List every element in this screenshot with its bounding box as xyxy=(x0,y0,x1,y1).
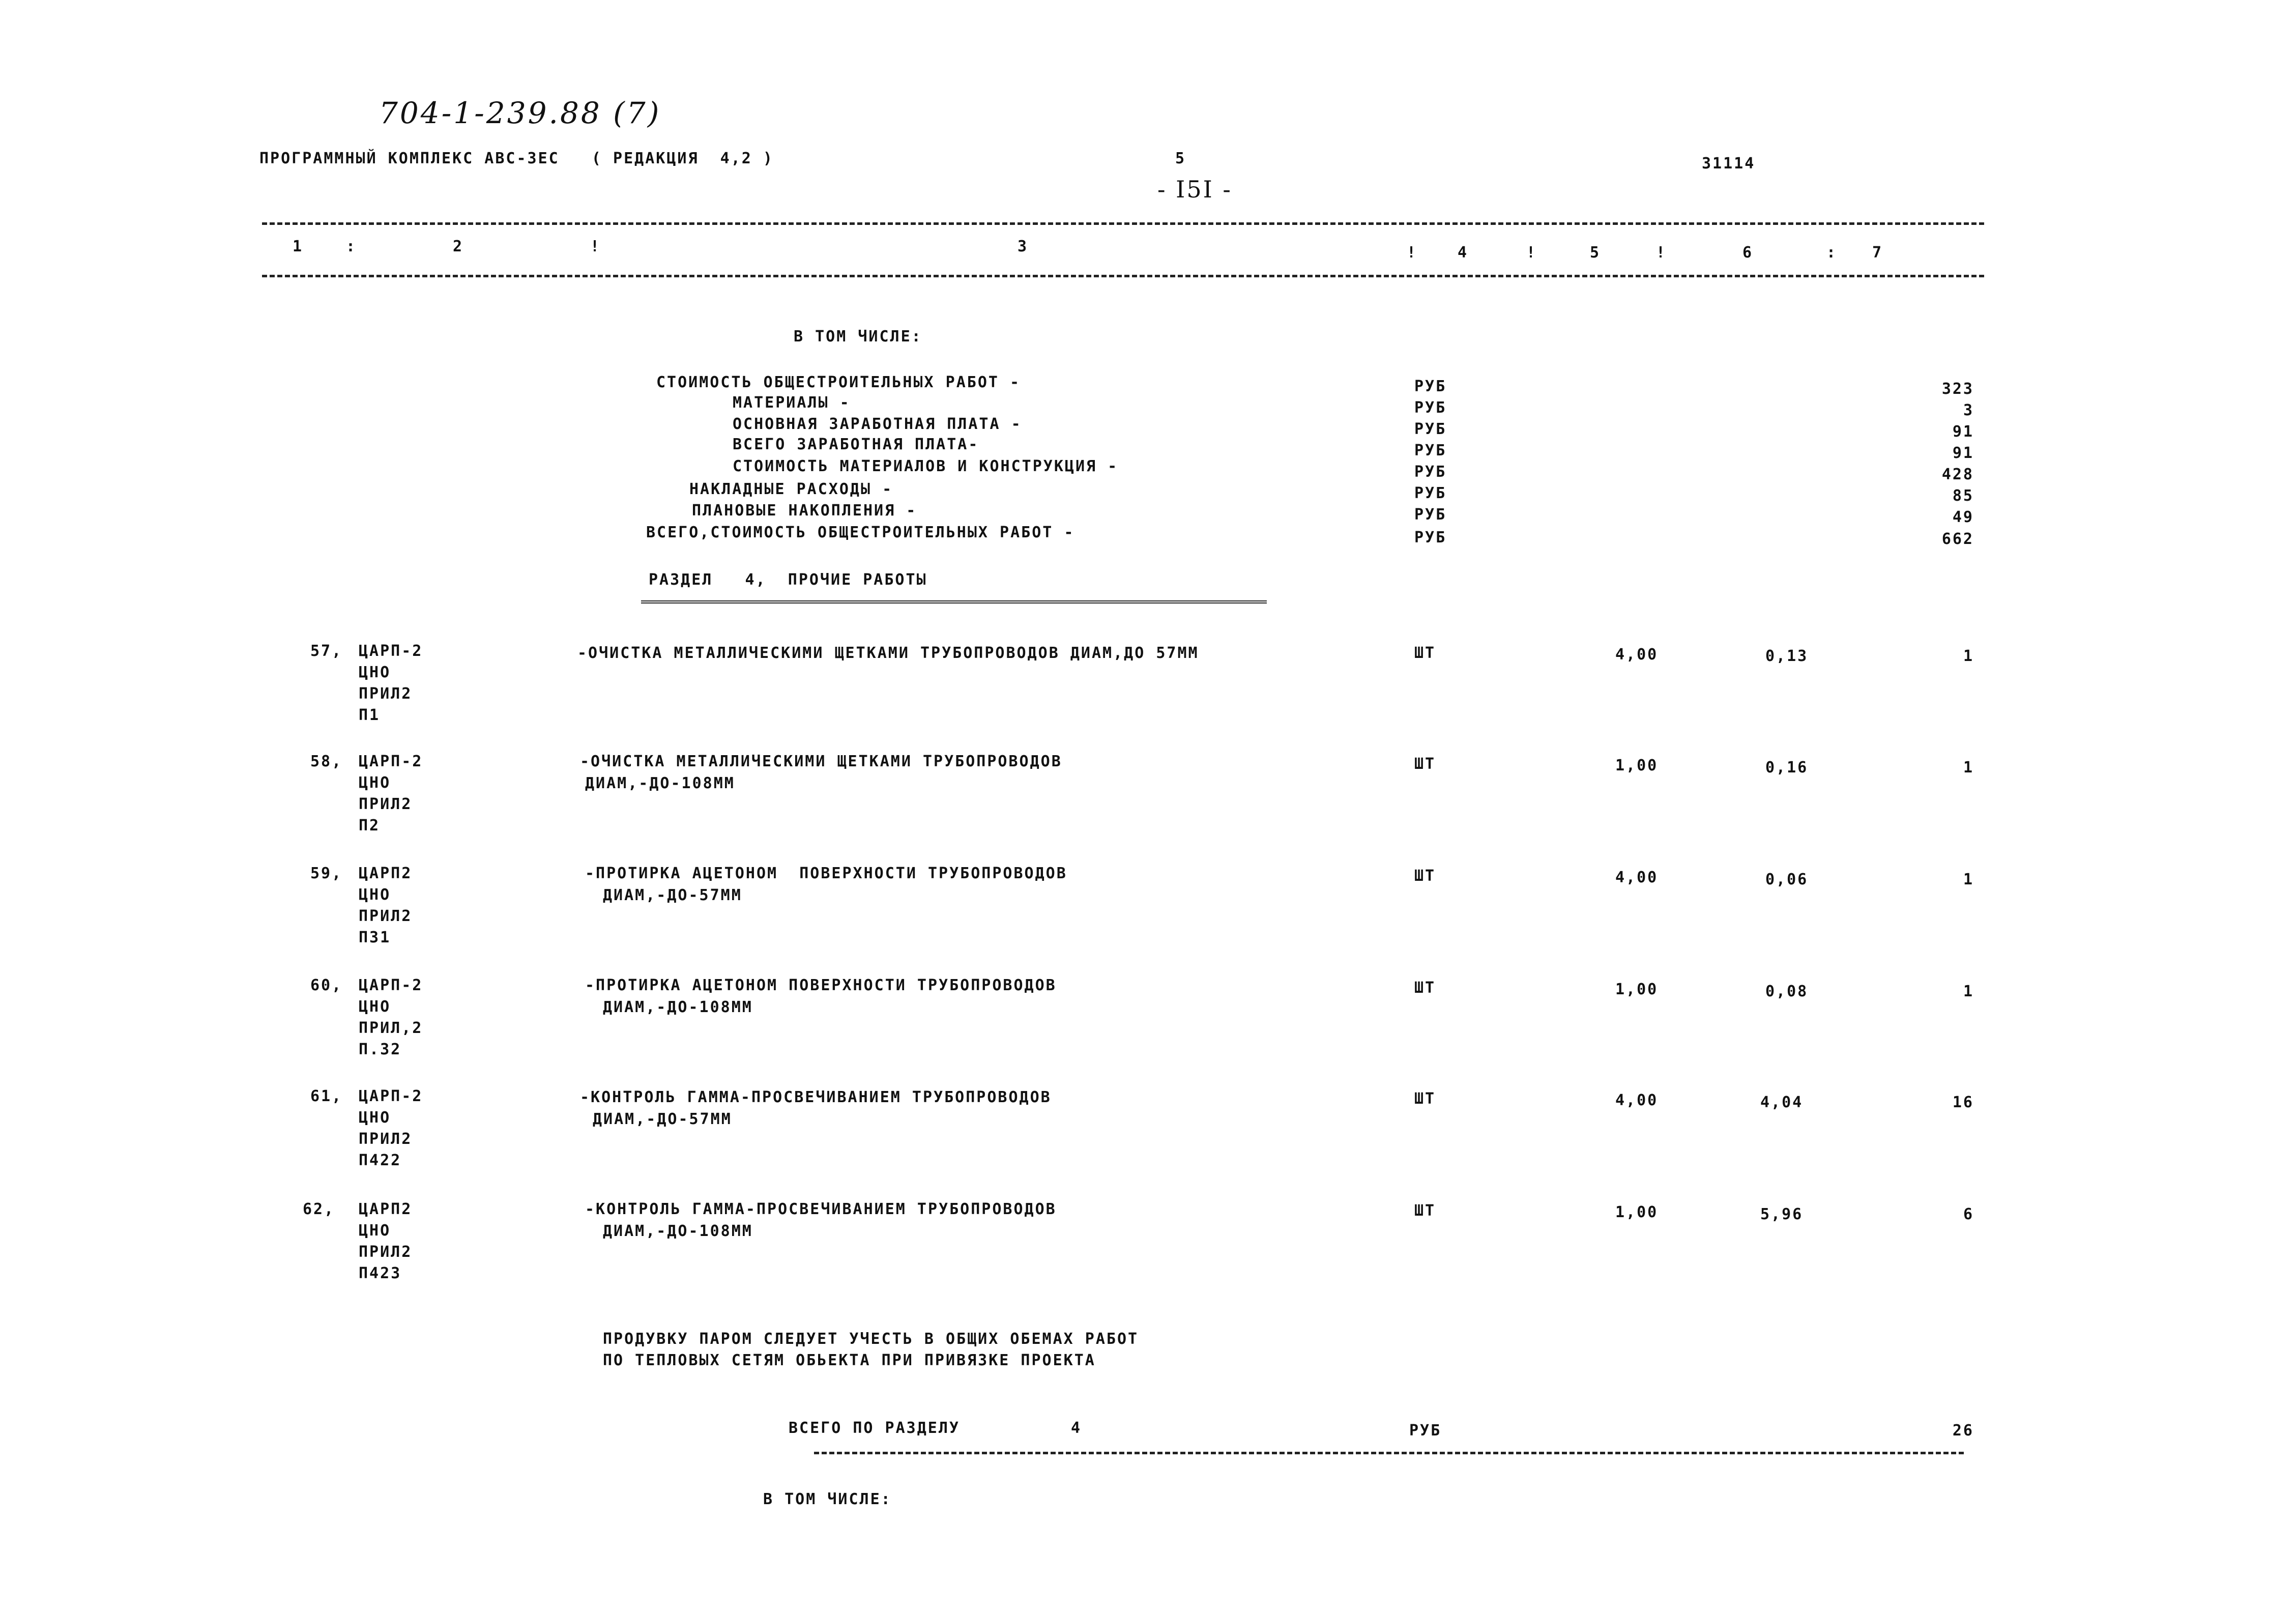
item-description: ДИАМ,-ДО-57ММ xyxy=(593,1110,732,1128)
summary-value: 323 xyxy=(1941,380,1974,398)
note-line: ПО ТЕПЛОВЫХ СЕТЯМ ОБЬЕКТА ПРИ ПРИВЯЗКЕ ПРОЕКТА xyxy=(603,1352,1096,1369)
item-code: П1 xyxy=(359,706,381,724)
summary-unit: РУБ xyxy=(1414,529,1447,547)
item-total: 1 xyxy=(1963,647,1974,665)
summary-unit: РУБ xyxy=(1414,463,1447,481)
summary-unit: РУБ xyxy=(1414,442,1447,459)
summary-value: 85 xyxy=(1952,487,1974,505)
summary-label: ПЛАНОВЫЕ НАКОПЛЕНИЯ - xyxy=(692,502,917,520)
item-price: 0,16 xyxy=(1765,759,1809,777)
section-total-number: 4 xyxy=(1071,1419,1082,1437)
item-code: ПРИЛ2 xyxy=(359,685,413,703)
section-underline xyxy=(641,600,1267,603)
col-4: 4 xyxy=(1458,244,1469,262)
item-code: ЦНО xyxy=(359,774,391,792)
header-bottom-rule xyxy=(262,275,1984,277)
item-description: -ПРОТИРКА АЦЕТОНОМ ПОВЕРХНОСТИ ТРУБОПРОВОДОВ xyxy=(585,976,1057,994)
item-description: -ОЧИСТКА МЕТАЛЛИЧЕСКИМИ ЩЕТКАМИ ТРУБОПРОВОДОВ xyxy=(580,753,1062,770)
item-code: ПРИЛ2 xyxy=(359,795,413,813)
summary-unit: РУБ xyxy=(1414,506,1447,524)
item-description: ДИАМ,-ДО-108ММ xyxy=(603,998,753,1016)
col-2: 2 xyxy=(453,238,464,255)
item-unit: ШТ xyxy=(1414,1202,1436,1220)
section-title: РАЗДЕЛ 4, ПРОЧИЕ РАБОТЫ xyxy=(649,571,927,589)
item-code: П.32 xyxy=(359,1041,402,1058)
summary-label: ВСЕГО ЗАРАБОТНАЯ ПЛАТА- xyxy=(733,436,979,453)
item-code: ЦНО xyxy=(359,664,391,681)
summary-unit: РУБ xyxy=(1414,420,1447,438)
item-description: ДИАМ,-ДО-108ММ xyxy=(585,774,735,792)
summary-value: 91 xyxy=(1952,423,1974,441)
item-number: 57, xyxy=(310,642,343,660)
summary-label: МАТЕРИАЛЫ - xyxy=(733,394,851,412)
note-line: ПРОДУВКУ ПАРОМ СЛЕДУЕТ УЧЕСТЬ В ОБЩИХ ОБЕМАХ РАБОТ xyxy=(603,1330,1139,1348)
section-total-value: 26 xyxy=(1952,1422,1974,1440)
col-5: 5 xyxy=(1590,244,1601,262)
item-number: 60, xyxy=(310,976,343,994)
summary-unit: РУБ xyxy=(1414,378,1447,395)
col-3: 3 xyxy=(1018,238,1029,255)
item-unit: ШТ xyxy=(1414,979,1436,997)
summary-value: 91 xyxy=(1952,444,1974,462)
item-quantity: 4,00 xyxy=(1615,1091,1659,1109)
item-code: ЦНО xyxy=(359,886,391,904)
item-number: 58, xyxy=(310,753,343,770)
item-quantity: 1,00 xyxy=(1615,757,1659,774)
summary-label: СТОИМОСТЬ МАТЕРИАЛОВ И КОНСТРУКЦИЯ - xyxy=(733,457,1119,475)
header-code: 31114 xyxy=(1702,155,1756,172)
item-description: ДИАМ,-ДО-108ММ xyxy=(603,1222,753,1240)
header-top-rule xyxy=(262,222,1984,225)
item-code: ЦАРП-2 xyxy=(359,976,423,994)
item-price: 0,13 xyxy=(1765,647,1809,665)
item-code: П422 xyxy=(359,1152,402,1169)
item-quantity: 1,00 xyxy=(1615,1203,1659,1221)
col-1: 1 xyxy=(293,238,304,255)
summary-label: ОСНОВНАЯ ЗАРАБОТНАЯ ПЛАТА - xyxy=(733,415,1022,433)
col-6: 6 xyxy=(1742,244,1754,262)
item-code: ЦНО xyxy=(359,1222,391,1240)
summary-label: СТОИМОСТЬ ОБЩЕСТРОИТЕЛЬНЫХ РАБОТ - xyxy=(656,373,1021,391)
item-total: 1 xyxy=(1963,871,1974,888)
item-code: ПРИЛ,2 xyxy=(359,1019,423,1037)
item-price: 5,96 xyxy=(1760,1205,1804,1223)
summary-heading: В ТОМ ЧИСЛЕ: xyxy=(794,328,922,346)
page-number: - I5I - xyxy=(1157,176,1232,203)
summary-unit: РУБ xyxy=(1414,399,1447,417)
item-code: П2 xyxy=(359,817,381,835)
col-sep: ! xyxy=(1526,244,1537,262)
document-id: 704-1-239.88 (7) xyxy=(379,96,661,130)
section-total-unit: РУБ xyxy=(1409,1422,1442,1440)
item-code: ЦАРП-2 xyxy=(359,642,423,660)
item-code: ЦНО xyxy=(359,1109,391,1127)
item-description: -ОЧИСТКА МЕТАЛЛИЧЕСКИМИ ЩЕТКАМИ ТРУБОПРОВОДОВ ДИАМ,ДО 57ММ xyxy=(577,644,1199,662)
summary-value: 3 xyxy=(1963,401,1974,419)
col-sep: : xyxy=(346,238,357,255)
item-code: ЦАРП2 xyxy=(359,1200,413,1218)
item-code: ЦНО xyxy=(359,998,391,1016)
section-total-rule xyxy=(814,1452,1964,1454)
item-code: ПРИЛ2 xyxy=(359,1130,413,1148)
item-number: 61, xyxy=(310,1087,343,1105)
item-total: 1 xyxy=(1963,983,1974,1000)
item-code: ПРИЛ2 xyxy=(359,907,413,925)
col-sep: ! xyxy=(590,238,601,255)
item-quantity: 1,00 xyxy=(1615,981,1659,998)
item-quantity: 4,00 xyxy=(1615,869,1659,886)
item-code: П423 xyxy=(359,1264,402,1282)
item-number: 62, xyxy=(303,1200,335,1218)
summary-label: НАКЛАДНЫЕ РАСХОДЫ - xyxy=(689,480,893,498)
item-code: ЦАРП2 xyxy=(359,865,413,882)
item-number: 59, xyxy=(310,865,343,882)
summary-value: 49 xyxy=(1952,508,1974,526)
item-unit: ШТ xyxy=(1414,644,1436,662)
footer-heading: В ТОМ ЧИСЛЕ: xyxy=(763,1490,892,1508)
item-code: П31 xyxy=(359,929,391,946)
summary-value: 428 xyxy=(1941,466,1974,483)
item-price: 0,06 xyxy=(1765,871,1809,888)
item-description: -ПРОТИРКА АЦЕТОНОМ ПОВЕРХНОСТИ ТРУБОПРОВОДОВ xyxy=(585,865,1067,882)
item-total: 6 xyxy=(1963,1205,1974,1223)
item-unit: ШТ xyxy=(1414,867,1436,885)
item-total: 1 xyxy=(1963,759,1974,777)
item-price: 4,04 xyxy=(1760,1094,1804,1111)
col-7: 7 xyxy=(1872,244,1883,262)
item-description: -КОНТРОЛЬ ГАММА-ПРОСВЕЧИВАНИЕМ ТРУБОПРОВОДОВ xyxy=(585,1200,1057,1218)
item-total: 16 xyxy=(1952,1094,1974,1111)
col-sep: ! xyxy=(1407,244,1418,262)
item-description: -КОНТРОЛЬ ГАММА-ПРОСВЕЧИВАНИЕМ ТРУБОПРОВОДОВ xyxy=(580,1088,1052,1106)
item-description: ДИАМ,-ДО-57ММ xyxy=(603,886,742,904)
summary-label: ВСЕГО,СТОИМОСТЬ ОБЩЕСТРОИТЕЛЬНЫХ РАБОТ - xyxy=(646,524,1075,541)
col-sep: ! xyxy=(1656,244,1667,262)
item-unit: ШТ xyxy=(1414,755,1436,773)
program-header: ПРОГРАММНЫЙ КОМПЛЕКС АВС-3ЕС ( РЕДАКЦИЯ 4,2 ) xyxy=(259,150,774,167)
header-number: 5 xyxy=(1175,150,1186,167)
col-sep: : xyxy=(1826,244,1838,262)
item-unit: ШТ xyxy=(1414,1090,1436,1108)
item-quantity: 4,00 xyxy=(1615,646,1659,664)
item-code: ЦАРП-2 xyxy=(359,1087,423,1105)
item-price: 0,08 xyxy=(1765,983,1809,1000)
item-code: ЦАРП-2 xyxy=(359,753,423,770)
item-code: ПРИЛ2 xyxy=(359,1243,413,1261)
section-total-label: ВСЕГО ПО РАЗДЕЛУ xyxy=(789,1419,960,1437)
summary-unit: РУБ xyxy=(1414,484,1447,502)
summary-value: 662 xyxy=(1941,530,1974,548)
